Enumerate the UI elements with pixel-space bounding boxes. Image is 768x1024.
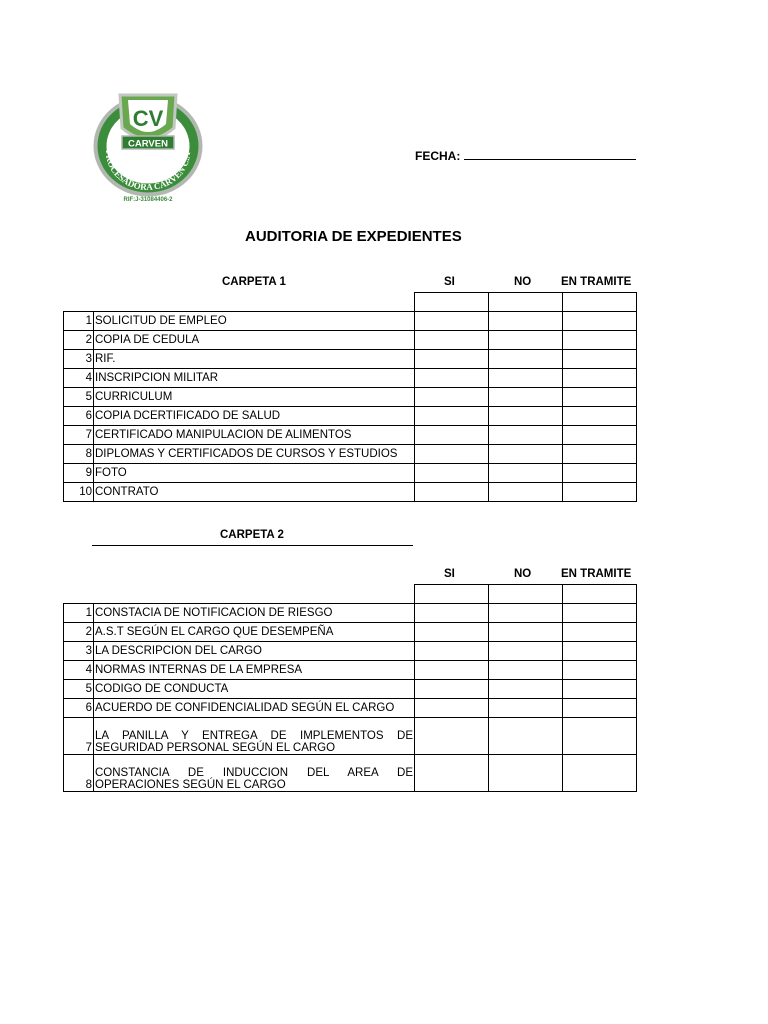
no-cell[interactable] [489,350,563,369]
table-row [64,464,637,483]
no-cell[interactable] [489,407,563,426]
row-label: COPIA DCERTIFICADO DE SALUD [94,407,415,426]
si-cell[interactable] [415,426,489,445]
carpeta1-table [63,292,637,502]
no-cell[interactable] [489,623,563,642]
si-cell[interactable] [415,604,489,623]
row-label: CERTIFICADO MANIPULACION DE ALIMENTOS [94,426,415,445]
table-row [64,483,637,502]
no-cell[interactable] [489,483,563,502]
table-header-boxes-row [64,585,637,604]
no-cell[interactable] [489,699,563,718]
row-number: 7 [64,426,94,445]
row-label: CODIGO DE CONDUCTA [94,680,415,699]
date-label: FECHA: [415,149,461,163]
table-row [64,445,637,464]
no-cell[interactable] [489,661,563,680]
tramite-cell[interactable] [563,407,637,426]
table-row [64,680,637,699]
table-header-boxes-row [64,293,637,312]
row-label: NORMAS INTERNAS DE LA EMPRESA [94,661,415,680]
si-cell[interactable] [415,755,489,792]
si-cell[interactable] [415,350,489,369]
row-number: 3 [64,350,94,369]
table-row [64,331,637,350]
tramite-cell[interactable] [563,699,637,718]
si-cell[interactable] [415,464,489,483]
row-label: INSCRIPCION MILITAR [94,369,415,388]
table-row [64,718,637,755]
tramite-cell[interactable] [563,350,637,369]
row-number: 6 [64,407,94,426]
col-no-header-2: NO [514,568,532,580]
no-cell[interactable] [489,755,563,792]
row-number: 10 [64,483,94,502]
si-cell[interactable] [415,369,489,388]
checkbox-cell[interactable] [415,293,489,312]
carpeta2-underline [92,545,413,546]
row-label: LA PANILLA Y ENTREGA DE IMPLEMENTOS DE SEGURIDAD PERSONAL SEGÚN EL CARGO [94,718,415,755]
row-label: LA DESCRIPCION DEL CARGO [94,642,415,661]
row-label: SOLICITUD DE EMPLEO [94,312,415,331]
tramite-cell[interactable] [563,331,637,350]
no-cell[interactable] [489,718,563,755]
tramite-cell[interactable] [563,426,637,445]
svg-text:CV: CV [132,106,164,131]
tramite-cell[interactable] [563,623,637,642]
row-number: 7 [64,718,94,755]
row-number: 6 [64,699,94,718]
tramite-cell[interactable] [563,445,637,464]
row-label: CONSTANCIA DE INDUCCION DEL AREA DE OPERACIONES SEGÚN EL CARGO [94,755,415,792]
si-cell[interactable] [415,680,489,699]
tramite-cell[interactable] [563,642,637,661]
row-number: 4 [64,661,94,680]
no-cell[interactable] [489,680,563,699]
col-si-header-2: SI [444,568,455,580]
row-label: A.S.T SEGÚN EL CARGO QUE DESEMPEÑA [94,623,415,642]
row-number: 2 [64,623,94,642]
table-row [64,426,637,445]
si-cell[interactable] [415,642,489,661]
row-number: 1 [64,312,94,331]
row-number: 4 [64,369,94,388]
row-label: CONTRATO [94,483,415,502]
carpeta2-heading: CARPETA 2 [220,529,284,541]
table-row [64,604,637,623]
table-row [64,369,637,388]
col-tramite-header: EN TRAMITE [561,276,632,288]
checkbox-cell[interactable] [415,585,489,604]
table-row [64,388,637,407]
no-cell[interactable] [489,426,563,445]
row-number: 2 [64,331,94,350]
no-cell[interactable] [489,331,563,350]
no-cell[interactable] [489,464,563,483]
svg-text:PROCESADORA CARVEN C.A.: PROCESADORA CARVEN C.A [103,149,193,193]
row-number: 8 [64,445,94,464]
si-cell[interactable] [415,661,489,680]
no-cell[interactable] [489,312,563,331]
carpeta2-table [63,584,637,792]
row-number: 9 [64,464,94,483]
table-row [64,312,637,331]
table-row [64,350,637,369]
date-field [415,148,636,163]
row-label: CONSTACIA DE NOTIFICACION DE RIESGO [94,604,415,623]
checkbox-cell[interactable] [489,293,563,312]
row-number: 5 [64,680,94,699]
col-si-header: SI [444,276,455,288]
no-cell[interactable] [489,445,563,464]
checkbox-cell[interactable] [563,585,637,604]
si-cell[interactable] [415,407,489,426]
logo-rif-text: RIF:J-31084406-2 [123,197,173,203]
si-cell[interactable] [415,445,489,464]
checkbox-cell[interactable] [489,585,563,604]
si-cell[interactable] [415,331,489,350]
no-cell[interactable] [489,369,563,388]
row-label: RIF. [94,350,415,369]
company-logo [92,90,204,208]
checkbox-cell[interactable] [563,293,637,312]
si-cell[interactable] [415,699,489,718]
tramite-cell[interactable] [563,604,637,623]
row-label: ACUERDO DE CONFIDENCIALIDAD SEGÚN EL CARGO [94,699,415,718]
col-tramite-header-2: EN TRAMITE [561,568,632,580]
row-number: 8 [64,755,94,792]
page-title: AUDITORIA DE EXPEDIENTES [245,228,462,245]
table-row [64,755,637,792]
si-cell[interactable] [415,312,489,331]
table-row [64,623,637,642]
tramite-cell[interactable] [563,464,637,483]
tramite-cell[interactable] [563,312,637,331]
col-no-header: NO [514,276,532,288]
tramite-cell[interactable] [563,755,637,792]
row-label: FOTO [94,464,415,483]
no-cell[interactable] [489,388,563,407]
row-number: 1 [64,604,94,623]
row-label: CURRICULUM [94,388,415,407]
si-cell[interactable] [415,483,489,502]
table-row [64,407,637,426]
tramite-cell[interactable] [563,718,637,755]
si-cell[interactable] [415,388,489,407]
si-cell[interactable] [415,718,489,755]
tramite-cell[interactable] [563,661,637,680]
no-cell[interactable] [489,642,563,661]
table-row [64,661,637,680]
tramite-cell[interactable] [563,388,637,407]
row-number: 3 [64,642,94,661]
carpeta1-heading: CARPETA 1 [222,276,286,288]
si-cell[interactable] [415,623,489,642]
tramite-cell[interactable] [563,369,637,388]
svg-text:CARVEN: CARVEN [128,138,168,150]
table-row [64,642,637,661]
row-number: 5 [64,388,94,407]
date-blank-line[interactable] [464,148,636,160]
tramite-cell[interactable] [563,483,637,502]
no-cell[interactable] [489,604,563,623]
tramite-cell[interactable] [563,680,637,699]
table-row [64,699,637,718]
row-label: DIPLOMAS Y CERTIFICADOS DE CURSOS Y ESTUDIOS [94,445,415,464]
row-label: COPIA DE CEDULA [94,331,415,350]
